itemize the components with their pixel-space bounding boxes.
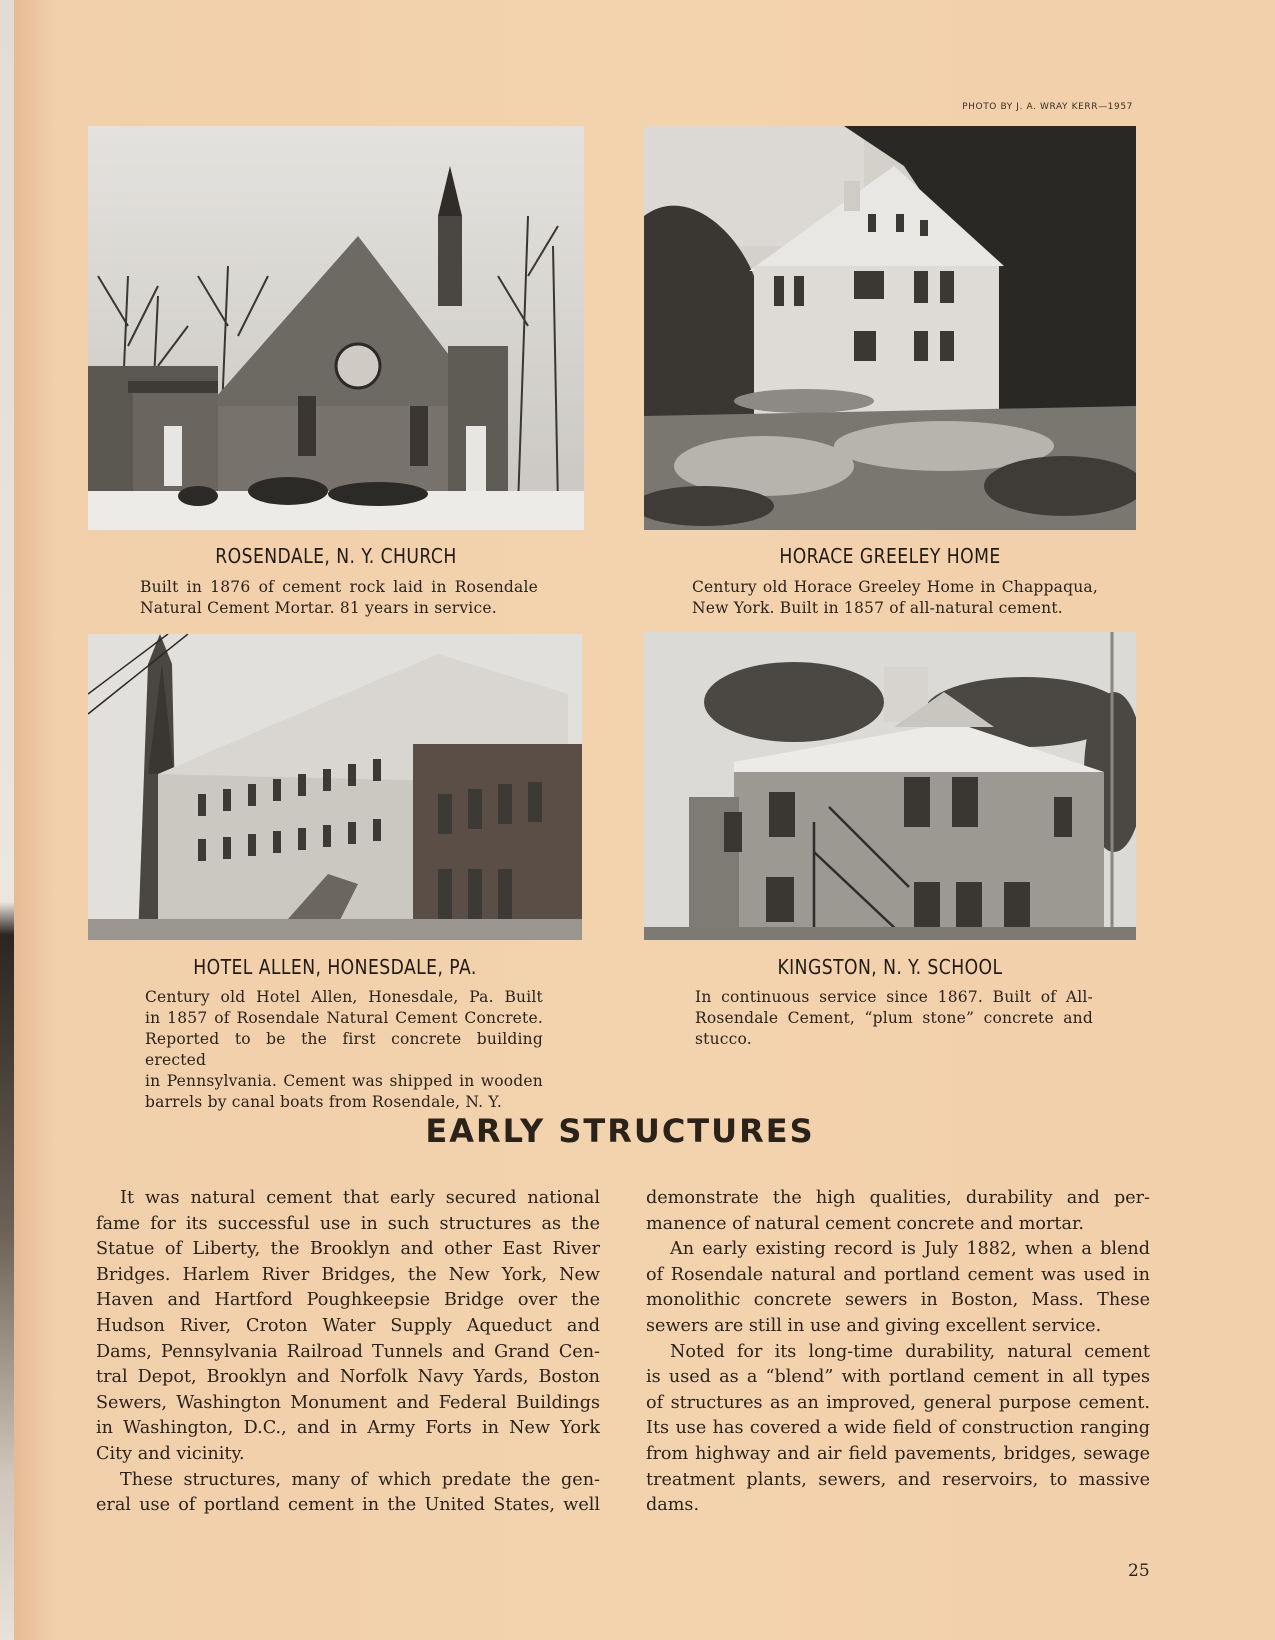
left-column [96,1186,600,1519]
caption-line: stucco. [695,1030,752,1048]
text-line: Haven and Hartford Poughkeepsie Bridge over the [96,1290,600,1311]
text-line: eral use of portland cement in the United States, well [96,1495,600,1516]
caption-line: in Pennsylvania. Cement was shipped in wooden [145,1072,543,1090]
text-line: Sewers, Washington Monument and Federal Buildings [96,1392,600,1413]
text-line: An early existing record is July 1882, when a blend [670,1239,1150,1260]
text-line: City and vicinity. [96,1443,245,1464]
text-line: of structures as an improved, general purpose cement. [646,1392,1150,1413]
photo-credit: PHOTO BY J. A. WRAY KERR—1957 [962,102,1133,112]
caption-line: Century old Horace Greeley Home in Chappaqua, [692,578,1098,596]
text-line: Bridges. Harlem River Bridges, the New York, New [96,1264,600,1285]
photo-caption [692,577,1098,619]
caption-line: New York. Built in 1857 of all-natural cement. [692,599,1063,617]
text-line: manence of natural cement concrete and mortar. [646,1213,1085,1234]
text-line: of Rosendale natural and portland cement was used in [646,1264,1150,1285]
text-line: fame for its successful use in such structures as the [96,1213,600,1234]
section-heading: EARLY STRUCTURES [425,1112,815,1150]
photo-title: ROSENDALE, N. Y. CHURCH [215,544,457,568]
photo-caption [695,987,1093,1050]
text-line: dams. [646,1495,700,1516]
photo-title: KINGSTON, N. Y. SCHOOL [777,955,1003,979]
caption-line: Built in 1876 of cement rock laid in Rosendale [140,578,538,596]
photo-caption [140,577,538,619]
page-number: 25 [1128,1561,1150,1581]
right-column [646,1186,1150,1519]
text-line: It was natural cement that early secured national [120,1188,600,1208]
caption-line: In continuous service since 1867. Built of All- [695,988,1093,1006]
text-line: from highway and air field pavements, bridges, sewage [646,1443,1150,1464]
text-line: Hudson River, Croton Water Supply Aqueduct and [96,1315,600,1336]
text-line: Statue of Liberty, the Brooklyn and other East River [96,1239,600,1260]
text-line: These structures, many of which predate the gen- [120,1469,600,1490]
caption-line: Reported to be the first concrete building erected [145,1030,543,1069]
text-line: monolithic concrete sewers in Boston, Mass. These [646,1290,1150,1311]
caption-line: Rosendale Cement, “plum stone” concrete and [695,1009,1093,1027]
hotel-allen-photo [88,634,582,940]
facing-page-edge [0,0,14,1640]
text-line: Dams, Pennsylvania Railroad Tunnels and Grand Cen- [96,1341,600,1362]
photo-title: HORACE GREELEY HOME [779,544,1001,568]
photo-caption [145,987,543,1113]
text-line: demonstrate the high qualities, durability and per- [646,1188,1150,1208]
text-line: is used as a “blend” with portland cement in all types [646,1367,1150,1388]
text-line: Noted for its long-time durability, natural cement [670,1341,1150,1362]
text-line: treatment plants, sewers, and reservoirs, to massive [646,1469,1150,1490]
caption-line: in 1857 of Rosendale Natural Cement Concrete. [145,1009,543,1027]
rosendale-church-photo [88,126,584,530]
text-line: tral Depot, Brooklyn and Norfolk Navy Yards, Boston [96,1367,600,1388]
text-line: Its use has covered a wide field of construction ranging [646,1418,1150,1439]
text-line: in Washington, D.C., and in Army Forts in New York [96,1418,600,1439]
caption-line: Century old Hotel Allen, Honesdale, Pa. Built [145,988,543,1006]
text-line: sewers are still in use and giving excellent service. [646,1315,1102,1336]
kingston-school-photo [644,632,1136,940]
caption-line: barrels by canal boats from Rosendale, N. Y. [145,1093,502,1111]
horace-greeley-home-photo [644,126,1136,530]
caption-line: Natural Cement Mortar. 81 years in service. [140,599,497,617]
photo-title: HOTEL ALLEN, HONESDALE, PA. [193,955,477,979]
